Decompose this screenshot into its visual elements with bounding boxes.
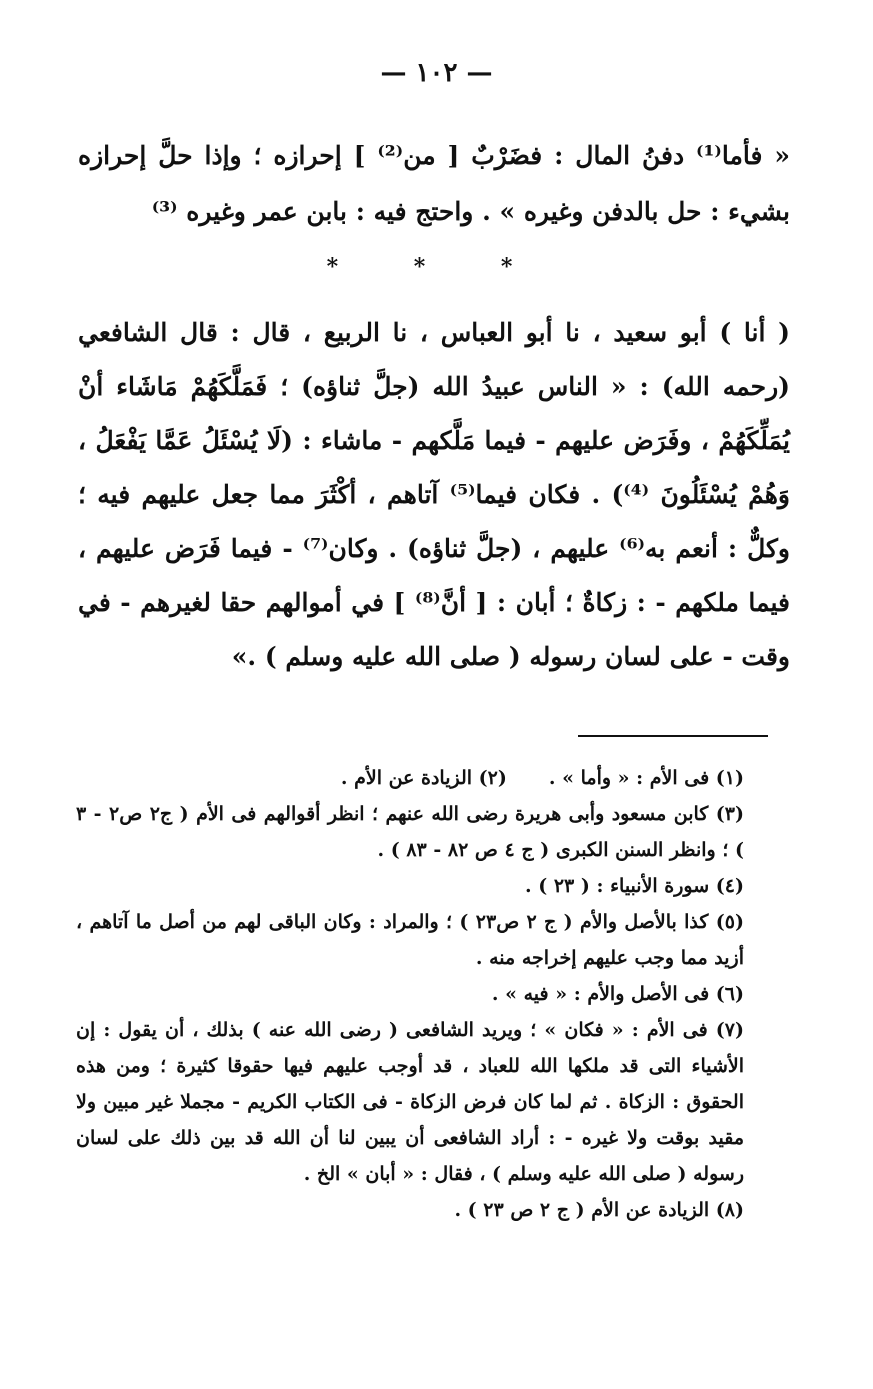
- footnote-divider: [578, 735, 768, 737]
- footnote-4: (٤) سورة الأنبياء : ( ٢٣ ) .: [524, 875, 744, 897]
- footnote-2: (٢) الزيادة عن الأم .: [340, 767, 507, 789]
- footnote-5: (٥) كذا بالأصل والأم ( ج ٢ ص٢٣ ) ؛ والمراد : وكان الباقى لهم من أصل ما آتاهم ، أزيد مما وجب عليهم إخراجه منه .: [76, 911, 744, 969]
- footnote-6: (٦) فى الأصل والأم : « فيه » .: [491, 983, 744, 1005]
- paragraph-text: ( أنا ) أبو سعيد ، نا أبو العباس ، نا الربيع ، قال : قال الشافعي (رحمه الله) : « الناس عبيدُ الله (جلَّ ثناؤه) ؛ فَمَلَّكَهُمْ مَاشَاء أنْ يُمَلِّكَهُمْ ، وفَرَض عليهم - فيما مَلَّكهم - ماشاء : (لَا يُسْئَلُ عَمَّا يَفْعَلُ ، وَهُمْ يُسْئَلُونَ ⁽⁴⁾) . فكان فيما⁽⁵⁾ آتاهم ، أكْثَرَ مما جعل عليهم فيه ؛ وكلٌّ : أنعم به⁽⁶⁾ عليهم ، (جلَّ ثناؤه) . وكان⁽⁷⁾ - فيما فَرَض عليهم ، فيما ملكهم - : زكاةٌ ؛ أبان : [ أنَّ⁽⁸⁾ ] في أموالهم حقا لغيرهم - في وقت - على لسان رسوله ( صلى الله عليه وسلم ) .»: [78, 318, 790, 671]
- paragraph-text: « فأما⁽¹⁾ دفنُ المال : فضَرْبٌ [ من⁽²⁾ ] إحرازه ؛ وإذا حلَّ إحرازه بشيء : حل بالدفن وغيره » . واحتج فيه : بابن عمر وغيره ⁽³⁾: [78, 141, 790, 226]
- footnote-3: (٣) كابن مسعود وأبى هريرة رضى الله عنهم ؛ انظر أقوالهم فى الأم ( ج٢ ص٢ - ٣ ) ؛ وانظر السنن الكبرى ( ج ٤ ص ٨٢ - ٨٣ ) .: [76, 803, 744, 861]
- page-number: — ١٠٢ —: [380, 58, 493, 88]
- footnote-8: (٨) الزيادة عن الأم ( ج ٢ ص ٢٣ ) .: [454, 1199, 744, 1221]
- paragraph-burial-of-wealth: [78, 128, 790, 240]
- paragraph-zakat: [78, 306, 790, 684]
- footnote-row-1-2: [76, 760, 782, 796]
- section-separator-stars: * * *: [326, 254, 547, 280]
- footnote-1: (١) فى الأم : « وأما » .: [548, 767, 744, 789]
- footnote-7: (٧) فى الأم : « فكان » ؛ ويريد الشافعى ( رضى الله عنه ) بذلك ، أن يقول : إن الأشياء التى قد ملكها الله للعباد ، قد أوجب عليهم فيها حقوقا كثيرة ؛ ومن هذه الحقوق : الزكاة . ثم لما كان فرض الزكاة - فى الكتاب الكريم - مجملا غير مبين ولا مقيد بوقت ولا غيره - : أراد الشافعى أن يبين لنا أن الله قد بين ذلك على لسان رسوله ( صلى الله عليه وسلم ) ، فقال : « أبان » الخ .: [76, 1019, 744, 1185]
- footnotes: [76, 760, 782, 1228]
